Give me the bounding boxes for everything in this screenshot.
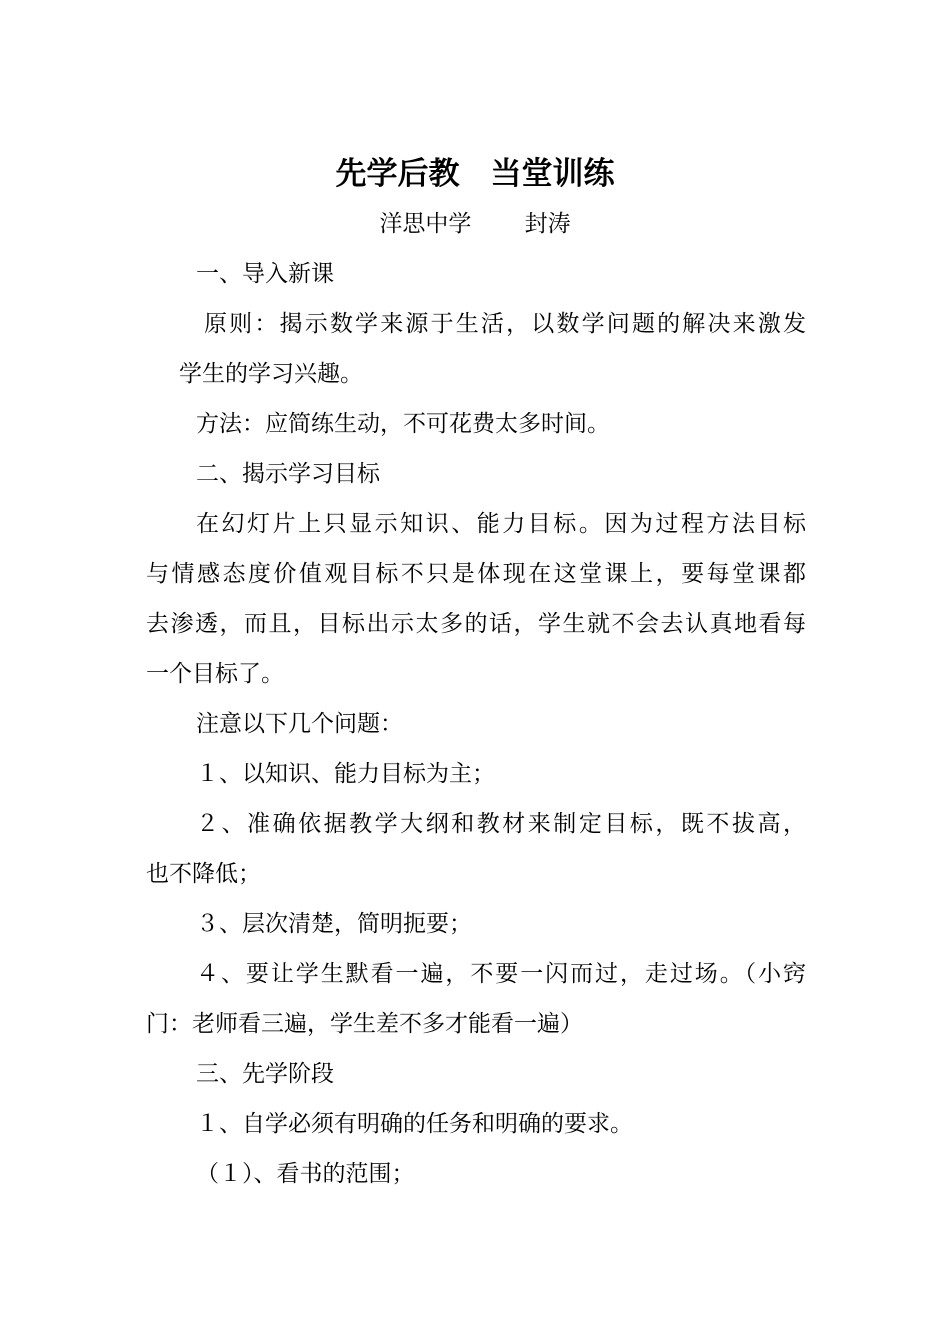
list-item: ４、要让学生默看一遍，不要一闪而过，走过场。（小窍 [196,961,806,987]
section-heading-intro: 一、导入新课 [196,261,334,287]
paragraph-line: 注意以下几个问题： [196,711,403,737]
list-item: ３、层次清楚，简明扼要； [196,911,472,937]
paragraph-line: 原则：揭示数学来源于生活，以数学问题的解决来激发 [204,311,806,337]
paragraph-line: 学生的学习兴趣。 [179,361,363,387]
paragraph-line: 与情感态度价值观目标不只是体现在这堂课上，要每堂课都 [146,561,806,587]
paragraph-line: 方法：应简练生动，不可花费太多时间。 [196,411,610,437]
document-title: 先学后教 当堂训练 [335,156,615,192]
section-heading-goals: 二、揭示学习目标 [196,461,380,487]
section-heading-prestudy: 三、先学阶段 [196,1061,334,1087]
list-item: １、以知识、能力目标为主； [196,761,495,787]
list-item-continuation: 也不降低； [146,861,261,887]
paragraph-line: 在幻灯片上只显示知识、能力目标。因为过程方法目标 [196,511,806,537]
list-item: １、自学必须有明确的任务和明确的要求。 [196,1111,633,1137]
paragraph-line: 去渗透，而且，目标出示太多的话，学生就不会去认真地看每 [146,611,806,637]
document-byline: 洋思中学 封涛 [379,211,571,237]
list-item: ２、准确依据教学大纲和教材来制定目标，既不拔高， [196,811,806,837]
paragraph-line: 一个目标了。 [146,661,284,687]
list-item: （１）、看书的范围； [196,1161,415,1187]
list-item-continuation: 门：老师看三遍，学生差不多才能看一遍） [146,1011,583,1037]
